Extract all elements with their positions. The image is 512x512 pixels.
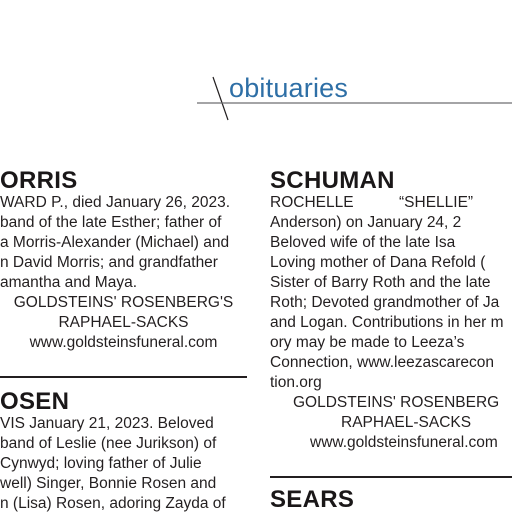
obituary-name: ORRIS — [0, 167, 78, 194]
obituary-line: band of the late Esther; father of — [0, 214, 222, 231]
obituary-line: band of Leslie (nee Jurikson) of — [0, 435, 217, 452]
section-title: obituaries — [229, 73, 349, 103]
obituary-line: ROCHELLE — [270, 194, 354, 211]
obituary-name: OSEN — [0, 388, 70, 415]
obituary-line: well) Singer, Bonnie Rosen and — [0, 475, 217, 492]
obituary-line: Beloved wife of the late Isa — [270, 234, 456, 251]
obituary-line: Loving mother of Dana Refold ( — [270, 254, 486, 271]
obituary-line: Cynwyd; loving father of Julie — [0, 455, 202, 472]
column-divider-rule — [270, 476, 512, 478]
obituary-line: n David Morris; and grandfather — [0, 254, 218, 271]
header-slash-line — [213, 77, 228, 120]
obituary-line: Sister of Barry Roth and the late — [270, 274, 491, 291]
obituary-name: SCHUMAN — [270, 167, 395, 194]
funeral-home-name: RAPHAEL-SACKS — [58, 314, 189, 331]
column-divider-rule — [0, 376, 247, 378]
obituary-line: n (Lisa) Rosen, adoring Zayda of — [0, 495, 226, 512]
obituary-line: ory may be made to Leeza’s — [270, 334, 465, 351]
obituary-line: and Logan. Contributions in her m — [270, 314, 504, 331]
obituary-name: SEARS — [270, 486, 355, 512]
left-column — [0, 160, 247, 512]
obituary-line: Anderson) on January 24, 2 — [270, 214, 462, 231]
right-column — [270, 160, 512, 512]
funeral-home-name: GOLDSTEINS' ROSENBERG — [293, 394, 500, 411]
funeral-home-name: GOLDSTEINS' ROSENBERG'S — [13, 294, 234, 311]
obituary-line: amantha and Maya. — [0, 274, 138, 291]
header-decoration — [0, 0, 512, 125]
obituary-line: “SHELLIE” — [399, 194, 474, 211]
obituary-line: Connection, www.leezascarecon — [270, 354, 495, 371]
obituary-line: a Morris-Alexander (Michael) and — [0, 234, 230, 251]
funeral-home-name: RAPHAEL-SACKS — [341, 414, 472, 431]
funeral-home-website: www.goldsteinsfuneral.com — [310, 434, 498, 451]
obituary-line: tion.org — [270, 374, 322, 391]
funeral-home-website: www.goldsteinsfuneral.com — [29, 334, 218, 351]
obituary-line: WARD P., died January 26, 2023. — [0, 194, 231, 211]
section-header — [0, 0, 512, 125]
obituary-line: VIS January 21, 2023. Beloved — [0, 415, 214, 432]
obituary-line: Roth; Devoted grandmother of Ja — [270, 294, 500, 311]
